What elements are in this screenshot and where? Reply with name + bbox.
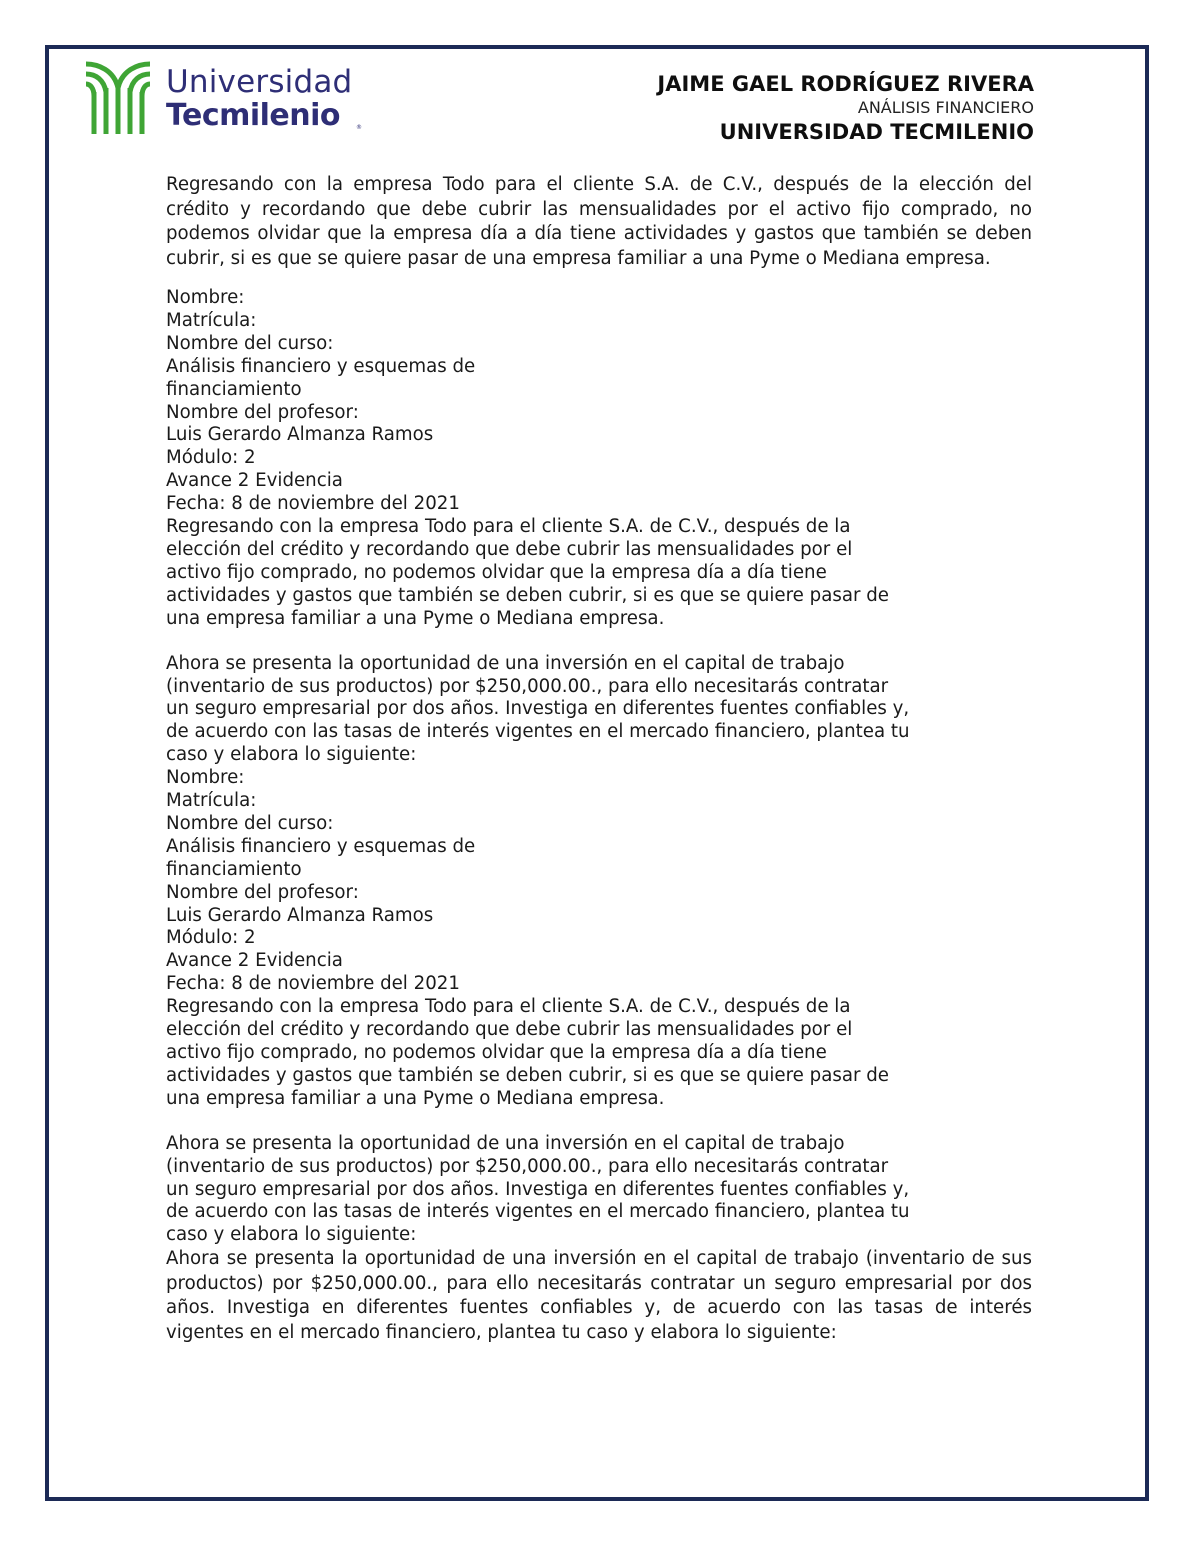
final-paragraph: Ahora se presenta la oportunidad de una inversión en el capital de trabajo (inventario de sus productos) por $250,000.00., para ello necesitarás contratar un seguro empresarial por dos años. Investiga en diferentes fuentes confiables y, de acuerdo con las tasas de interés vigentes en el mercado financiero, plantea tu caso y elabora lo siguiente: [166,1248,1032,1343]
text-line: un seguro empresarial por dos años. Investiga en diferentes fuentes confiables y, [166,698,910,720]
text-line: Matrícula: [166,790,257,812]
text-line: Avance 2 Evidencia [166,470,343,492]
logo-tecmilenio-text: Tecmilenio [166,98,341,133]
section-2 [166,767,966,1247]
text-line: Módulo: 2 [166,447,256,469]
text-line: caso y elabora lo siguiente: [166,744,417,766]
tecmilenio-logo [84,58,374,138]
text-line: Avance 2 Evidencia [166,950,343,972]
text-line: una empresa familiar a una Pyme o Mediana empresa. [166,1087,665,1109]
text-line: caso y elabora lo siguiente: [166,1224,417,1246]
university-name: UNIVERSIDAD TECMILENIO [719,120,1034,144]
subject-title: ANÁLISIS FINANCIERO [857,98,1034,117]
logo-universidad-text: Universidad [166,64,353,100]
text-line: elección del crédito y recordando que debe cubrir las mensualidades por el [166,538,853,560]
text-line: Nombre: [166,287,245,308]
text-line: Fecha: 8 de noviembre del 2021 [166,973,460,995]
text-line: Nombre del curso: [166,812,334,834]
section-1 [166,287,966,767]
text-line: financiamiento [166,378,302,400]
document-header [657,70,1034,146]
text-line: (inventario de sus productos) por $250,000.00., para ello necesitarás contratar [166,1155,889,1177]
text-line: Nombre del profesor: [166,881,359,903]
text-line: actividades y gastos que también se deben cubrir, si es que se quiere pasar de [166,1064,889,1086]
text-line: Fecha: 8 de noviembre del 2021 [166,493,460,515]
student-name: JAIME GAEL RODRÍGUEZ RIVERA [657,72,1034,96]
text-line: Luis Gerardo Almanza Ramos [166,904,434,926]
document-body [166,173,1032,1345]
text-line: Luis Gerardo Almanza Ramos [166,424,434,446]
text-line: Matrícula: [166,309,257,331]
text-line: Ahora se presenta la oportunidad de una inversión en el capital de trabajo [166,1132,845,1154]
text-line: Ahora se presenta la oportunidad de una inversión en el capital de trabajo [166,652,845,674]
text-line: Análisis financiero y esquemas de [166,835,476,857]
intro-paragraph: Regresando con la empresa Todo para el cliente S.A. de C.V., después de la elección del crédito y recordando que debe cubrir las mensualidades por el activo fijo comprado, no podemos olvidar que la empresa día a día tiene actividades y gastos que también se deben cubrir, si es que se quiere pasar de una empresa familiar a una Pyme o Mediana empresa. [166,174,1032,269]
text-line: activo fijo comprado, no podemos olvidar que la empresa día a día tiene [166,1042,827,1063]
text-line: Nombre del curso: [166,332,334,354]
text-line: Regresando con la empresa Todo para el cliente S.A. de C.V., después de la [166,996,851,1018]
logo-registered-mark: ® [356,124,362,131]
text-line: Nombre del profesor: [166,401,359,423]
text-line: financiamiento [166,858,302,880]
text-line: elección del crédito y recordando que debe cubrir las mensualidades por el [166,1019,853,1041]
text-line: Regresando con la empresa Todo para el cliente S.A. de C.V., después de la [166,516,851,538]
tecmilenio-logo-icon [84,58,158,136]
text-line: Nombre: [166,767,245,789]
text-line: activo fijo comprado, no podemos olvidar que la empresa día a día tiene [166,561,827,583]
text-line: actividades y gastos que también se deben cubrir, si es que se quiere pasar de [166,584,889,606]
text-line: una empresa familiar a una Pyme o Mediana empresa. [166,607,665,629]
text-line: de acuerdo con las tasas de interés vigentes en el mercado financiero, plantea tu [166,1201,910,1223]
text-line: Módulo: 2 [166,927,256,949]
text-line: de acuerdo con las tasas de interés vigentes en el mercado financiero, plantea tu [166,721,910,743]
text-line: (inventario de sus productos) por $250,000.00., para ello necesitarás contratar [166,675,889,697]
text-line: un seguro empresarial por dos años. Investiga en diferentes fuentes confiables y, [166,1178,910,1200]
text-line: Análisis financiero y esquemas de [166,355,476,377]
